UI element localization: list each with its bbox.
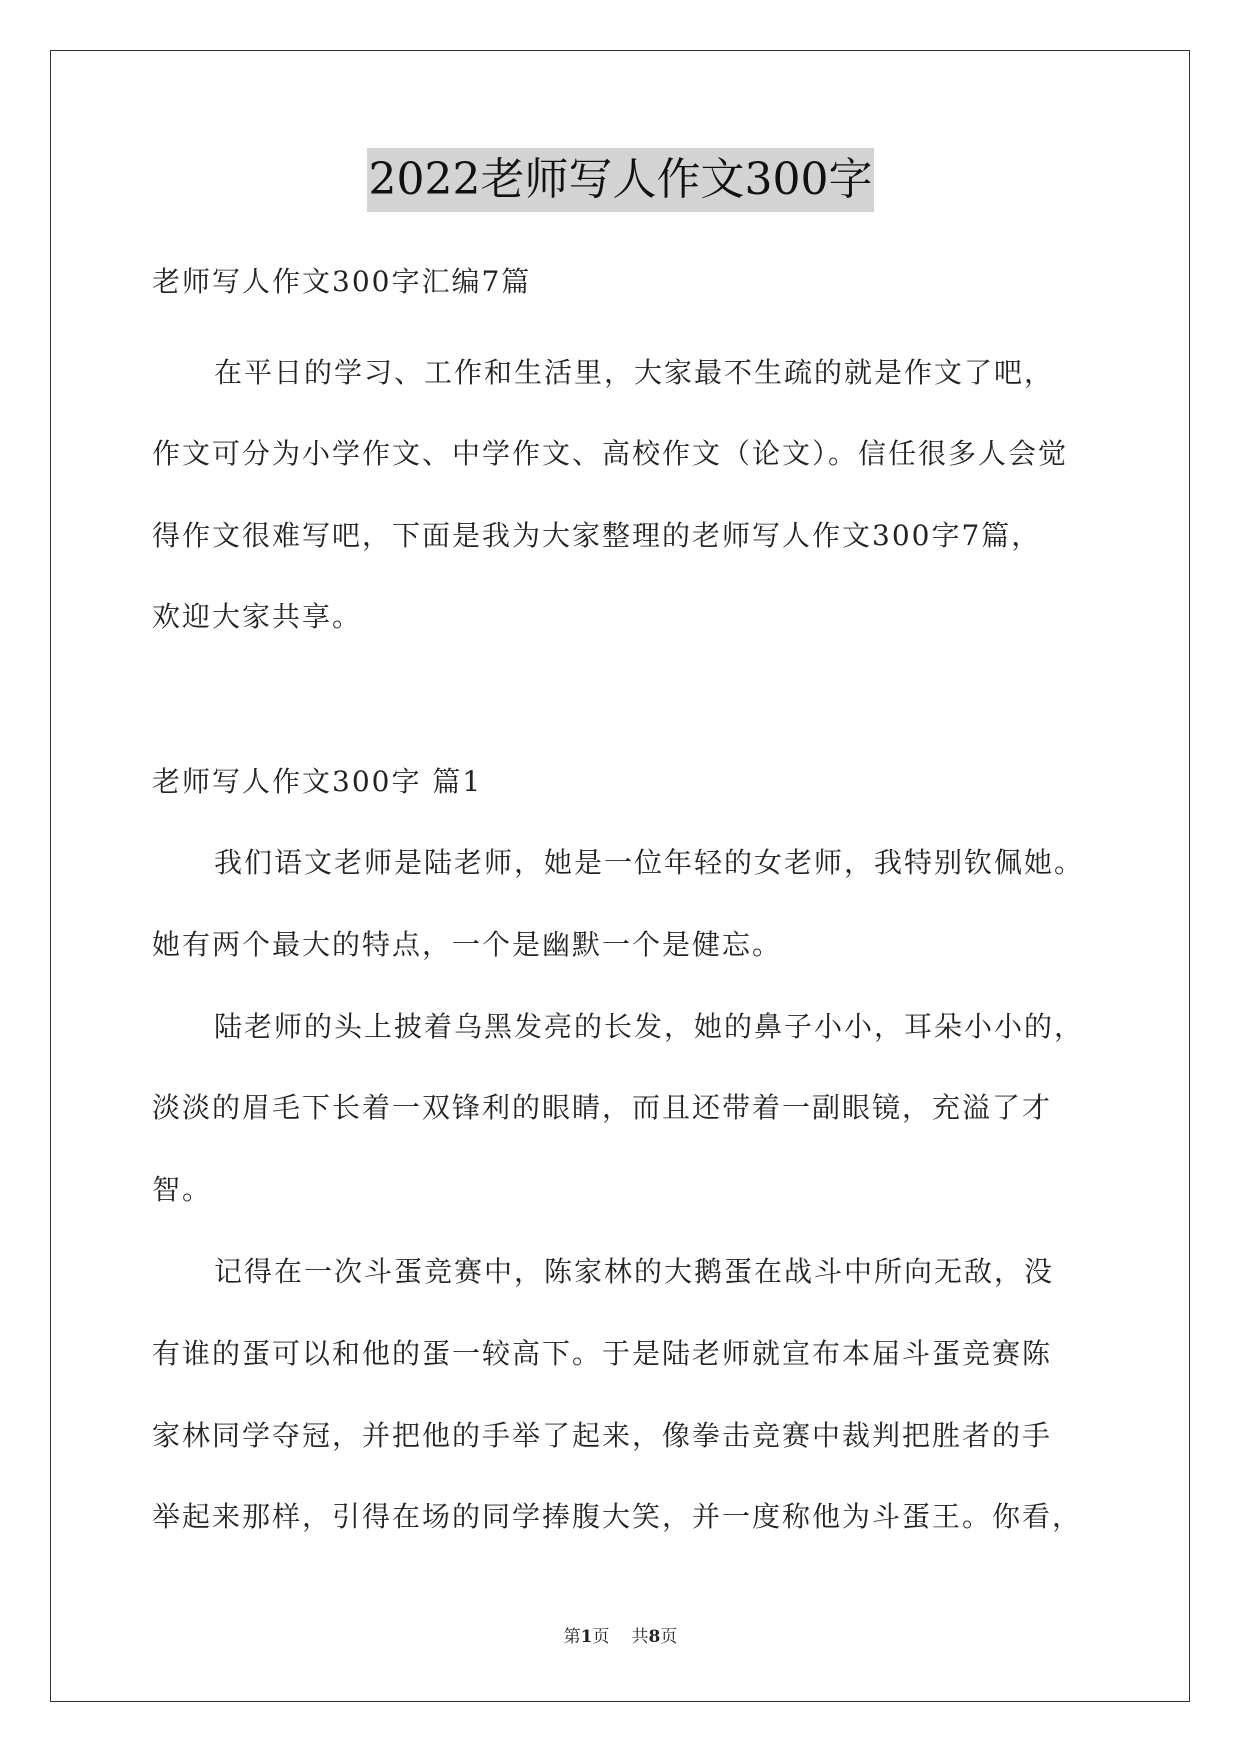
body-line: 举起来那样，引得在场的同学捧腹大笑，并一度称他为斗蛋王。你看，	[152, 1500, 1083, 1533]
body-line: 她有两个最大的特点，一个是幽默一个是健忘。	[152, 928, 783, 961]
total-prefix: 共	[631, 1627, 649, 1647]
total-pages: 8	[648, 1627, 661, 1647]
body-line: 记得在一次斗蛋竞赛中，陈家林的大鹅蛋在战斗中所向无敌，没	[214, 1255, 1055, 1288]
page-number: 1	[580, 1627, 593, 1647]
total-suffix: 页	[660, 1627, 678, 1647]
intro-line: 作文可分为小学作文、中学作文、高校作文（论文）。信任很多人会觉	[152, 437, 1069, 470]
section-heading: 老师写人作文300字 篇1	[152, 765, 483, 798]
intro-line: 在平日的学习、工作和生活里，大家最不生疏的就是作文了吧，	[214, 356, 1055, 389]
page-prefix: 第	[563, 1627, 581, 1647]
body-line: 家林同学夺冠，并把他的手举了起来，像拳击竞赛中裁判把胜者的手	[152, 1419, 1053, 1452]
body-line: 智。	[152, 1173, 213, 1206]
document-title: 2022老师写人作文300字	[367, 148, 875, 212]
intro-line: 得作文很难写吧，下面是我为大家整理的老师写人作文300字7篇，	[152, 519, 1042, 552]
intro-line: 欢迎大家共享。	[152, 600, 363, 633]
body-line: 淡淡的眉毛下长着一双锋利的眼睛，而且还带着一副眼镜，充溢了才	[152, 1091, 1053, 1124]
body-line: 有谁的蛋可以和他的蛋一较高下。于是陆老师就宣布本届斗蛋竞赛陈	[152, 1337, 1053, 1370]
page-footer	[0, 1622, 1241, 1647]
body-line: 陆老师的头上披着乌黑发亮的长发，她的鼻子小小，耳朵小小的，	[214, 1010, 1085, 1043]
document-subtitle: 老师写人作文300字汇编7篇	[152, 265, 532, 298]
page-suffix: 页	[592, 1627, 610, 1647]
body-line: 我们语文老师是陆老师，她是一位年轻的女老师，我特别钦佩她。	[214, 846, 1085, 879]
title-wrapper	[0, 148, 1241, 212]
